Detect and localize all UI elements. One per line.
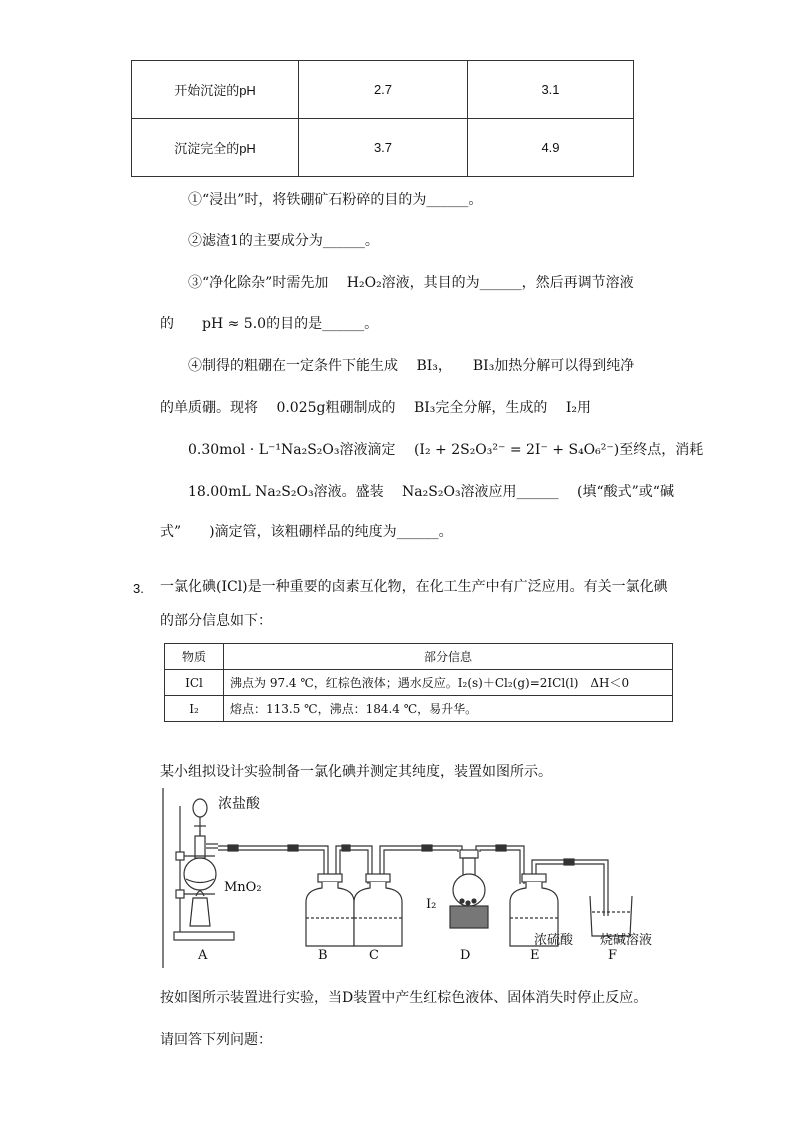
problem-text-line2: 的部分信息如下： bbox=[160, 613, 272, 629]
table-header: 部分信息 bbox=[224, 644, 673, 670]
beaker-f bbox=[590, 896, 632, 936]
table-cell: ICl bbox=[165, 670, 224, 696]
ph-table bbox=[131, 60, 634, 177]
label-a: A bbox=[198, 948, 208, 963]
question-4-line5: 式” )滴定管，该粗硼样品的纯度为______。 bbox=[160, 524, 453, 540]
question-4-line1: ④制得的粗硼在一定条件下能生成 BI₃， BI₃加热分解可以得到纯净 bbox=[188, 358, 635, 374]
label-e: E bbox=[530, 948, 540, 963]
label-i2: I₂ bbox=[426, 897, 437, 912]
question-4-line4: 18.00mL Na₂S₂O₃溶液。盛装 Na₂S₂O₃溶液应用______ (填“酸式”或“碱 bbox=[188, 484, 674, 500]
label-h2so4: 浓硫酸 bbox=[534, 933, 574, 948]
label-mno2: MnO₂ bbox=[224, 880, 262, 895]
table-cell: 3.1 bbox=[468, 61, 634, 119]
label-d: D bbox=[460, 948, 471, 963]
table-cell: 沸点为 97.4 ℃，红棕色液体；遇水反应。I₂(s)＋Cl₂(g)=2ICl(l) ΔH＜0 bbox=[224, 670, 673, 696]
label-hcl: 浓盐酸 bbox=[218, 796, 260, 812]
table-cell: 熔点：113.5 ℃，沸点：184.4 ℃，易升华。 bbox=[224, 696, 673, 722]
table-row bbox=[165, 670, 673, 696]
question-2: ②滤渣1的主要成分为______。 bbox=[188, 233, 379, 249]
table-cell: 沉淀完全的pH bbox=[132, 119, 299, 177]
apparatus-diagram bbox=[160, 786, 680, 971]
bottle-b bbox=[306, 874, 354, 946]
label-b: B bbox=[318, 948, 328, 963]
problem-text-line1: 一氯化碘(ICl)是一种重要的卤素互化物，在化工生产中有广泛应用。有关一氯化碘 bbox=[160, 579, 668, 595]
label-c: C bbox=[369, 948, 379, 963]
question-3-line1: ③“净化除杂”时需先加 H₂O₂溶液，其目的为______，然后再调节溶液 bbox=[188, 275, 634, 291]
question-1: ①“浸出”时，将铁硼矿石粉碎的目的为______。 bbox=[188, 192, 483, 208]
label-f: F bbox=[608, 948, 618, 963]
table-header-row bbox=[165, 644, 673, 670]
bottle-c bbox=[354, 874, 402, 946]
table-cell: 开始沉淀的pH bbox=[132, 61, 299, 119]
question-3-line2: 的 pH ≈ 5.0的目的是______。 bbox=[160, 316, 379, 332]
info-table bbox=[164, 643, 673, 722]
experiment-intro: 某小组拟设计实验制备一氯化碘并测定其纯度，装置如图所示。 bbox=[160, 764, 552, 780]
question-4-line2: 的单质硼。现将 0.025g粗硼制成的 BI₃完全分解，生成的 I₂用 bbox=[160, 400, 591, 416]
experiment-procedure: 按如图所示装置进行实验，当D装置中产生红棕色液体、固体消失时停止反应。 bbox=[160, 990, 648, 1006]
table-row bbox=[165, 696, 673, 722]
table-cell: 3.7 bbox=[299, 119, 468, 177]
table-row bbox=[132, 61, 634, 119]
table-cell: I₂ bbox=[165, 696, 224, 722]
table-row bbox=[132, 119, 634, 177]
apparatus-a bbox=[174, 799, 234, 940]
label-naoh: 烧碱溶液 bbox=[600, 933, 653, 948]
flask-d bbox=[450, 850, 488, 928]
table-header: 物质 bbox=[165, 644, 224, 670]
question-4-line3: 0.30mol · L⁻¹Na₂S₂O₃溶液滴定 (I₂ + 2S₂O₃²⁻ = 2I⁻ + S₄O₆²⁻)至终点，消耗 bbox=[188, 442, 704, 458]
table-cell: 2.7 bbox=[299, 61, 468, 119]
problem-number: 3. bbox=[133, 581, 144, 596]
table-cell: 4.9 bbox=[468, 119, 634, 177]
answer-prompt: 请回答下列问题： bbox=[160, 1032, 272, 1048]
